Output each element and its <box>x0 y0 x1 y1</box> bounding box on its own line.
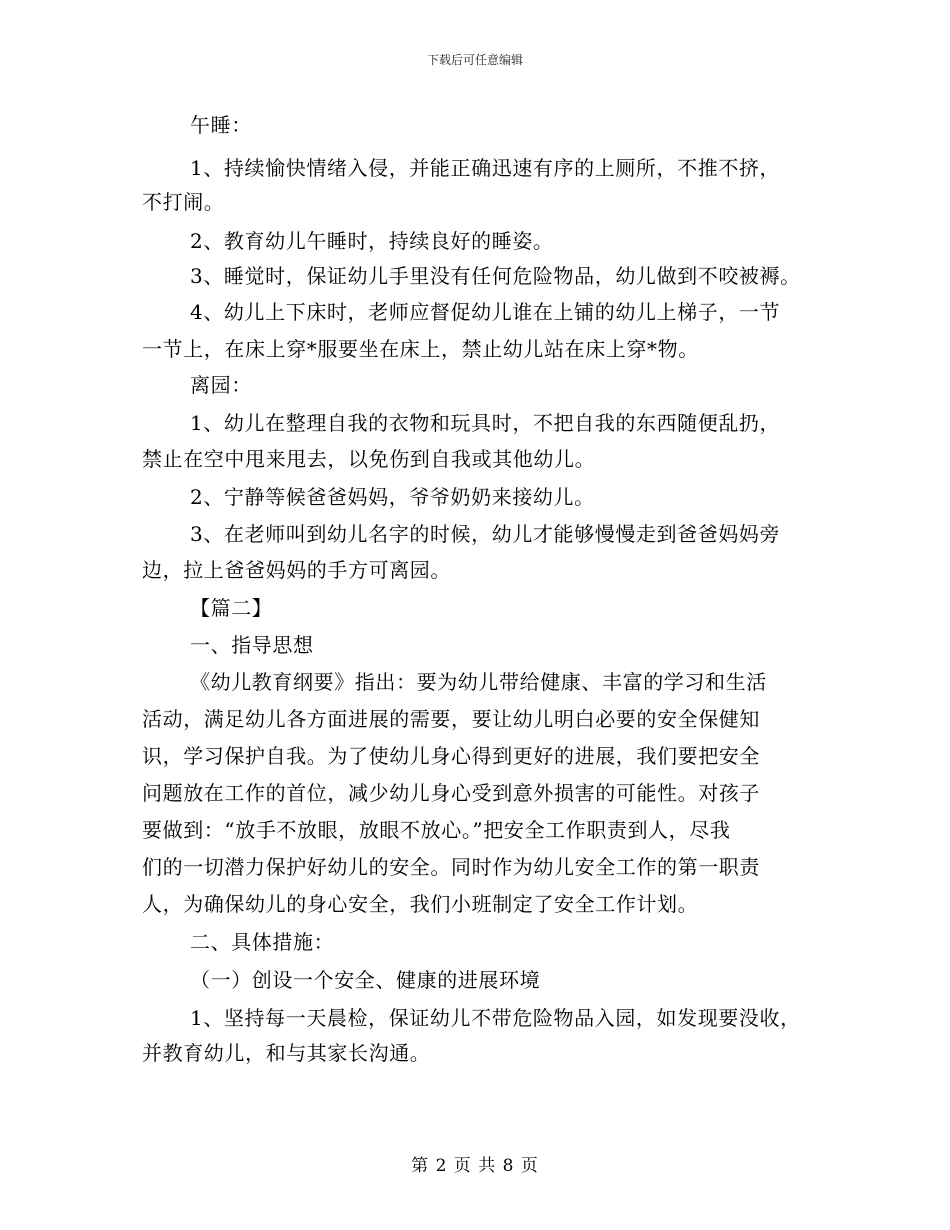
paragraph-line: 问题放在工作的首位，减少幼儿身心受到意外损害的可能性。对孩子 <box>142 781 760 805</box>
section-heading-leaving: 离园： <box>190 373 252 397</box>
paragraph-line: 4、幼儿上下床时，老师应督促幼儿谁在上铺的幼儿上梯子，一节 <box>190 300 781 324</box>
paragraph-line: 人，为确保幼儿的身心安全，我们小班制定了安全工作计划。 <box>142 892 699 916</box>
paragraph-line: 活动，满足幼儿各方面进展的需要，要让幼儿明白必要的安全保健知 <box>142 707 760 731</box>
paragraph-line: 们的一切潜力保护好幼儿的安全。同时作为幼儿安全工作的第一职责 <box>142 855 760 879</box>
paragraph-line: 1、持续愉快情绪入侵，并能正确迅速有序的上厕所，不推不挤， <box>190 156 781 180</box>
section-heading-measures: 二、具体措施： <box>190 930 335 954</box>
chapter-heading: 【篇二】 <box>190 596 273 620</box>
paragraph-line: 1、幼儿在整理自我的衣物和玩具时，不把自我的东西随便乱扔， <box>190 411 781 435</box>
paragraph-line: 3、在老师叫到幼儿名字的时候，幼儿才能够慢慢走到爸爸妈妈旁 <box>190 522 781 546</box>
section-heading-nap: 午睡： <box>190 113 252 137</box>
paragraph-line: 2、宁静等候爸爸妈妈，爷爷奶奶来接幼儿。 <box>190 485 595 509</box>
paragraph-line: 边，拉上爸爸妈妈的手方可离园。 <box>142 558 451 582</box>
subsection-heading: （一）创设一个安全、健康的进展环境 <box>190 968 541 992</box>
paragraph-line: 1、坚持每一天晨检，保证幼儿不带危险物品入园，如发现要没收， <box>190 1006 801 1030</box>
paragraph-line: 3、睡觉时，保证幼儿手里没有任何危险物品，幼儿做到不咬被褥。 <box>190 264 801 288</box>
paragraph-line: 2、教育幼儿午睡时，持续良好的睡姿。 <box>190 229 554 253</box>
section-heading-guiding-idea: 一、指导思想 <box>190 633 314 657</box>
paragraph-line: 识，学习保护自我。为了使幼儿身心得到更好的进展，我们要把安全 <box>142 744 760 768</box>
paragraph-line: 并教育幼儿，和与其家长沟通。 <box>142 1041 431 1065</box>
paragraph-line: 禁止在空中甩来甩去，以免伤到自我或其他幼儿。 <box>142 447 596 471</box>
paragraph-line: 一节上，在床上穿*服要坐在床上，禁止幼儿站在床上穿*物。 <box>142 337 699 361</box>
paragraph-line: 要做到：“放手不放眼，放眼不放心。”把安全工作职责到人，尽我 <box>142 818 731 842</box>
paragraph-line: 《幼儿教育纲要》指出：要为幼儿带给健康、丰富的学习和生活 <box>190 670 767 694</box>
page-footer: 第 2 页 共 8 页 <box>411 1156 539 1176</box>
paragraph-line: 不打闹。 <box>142 190 225 214</box>
page-header: 下载后可任意编辑 <box>426 53 523 67</box>
